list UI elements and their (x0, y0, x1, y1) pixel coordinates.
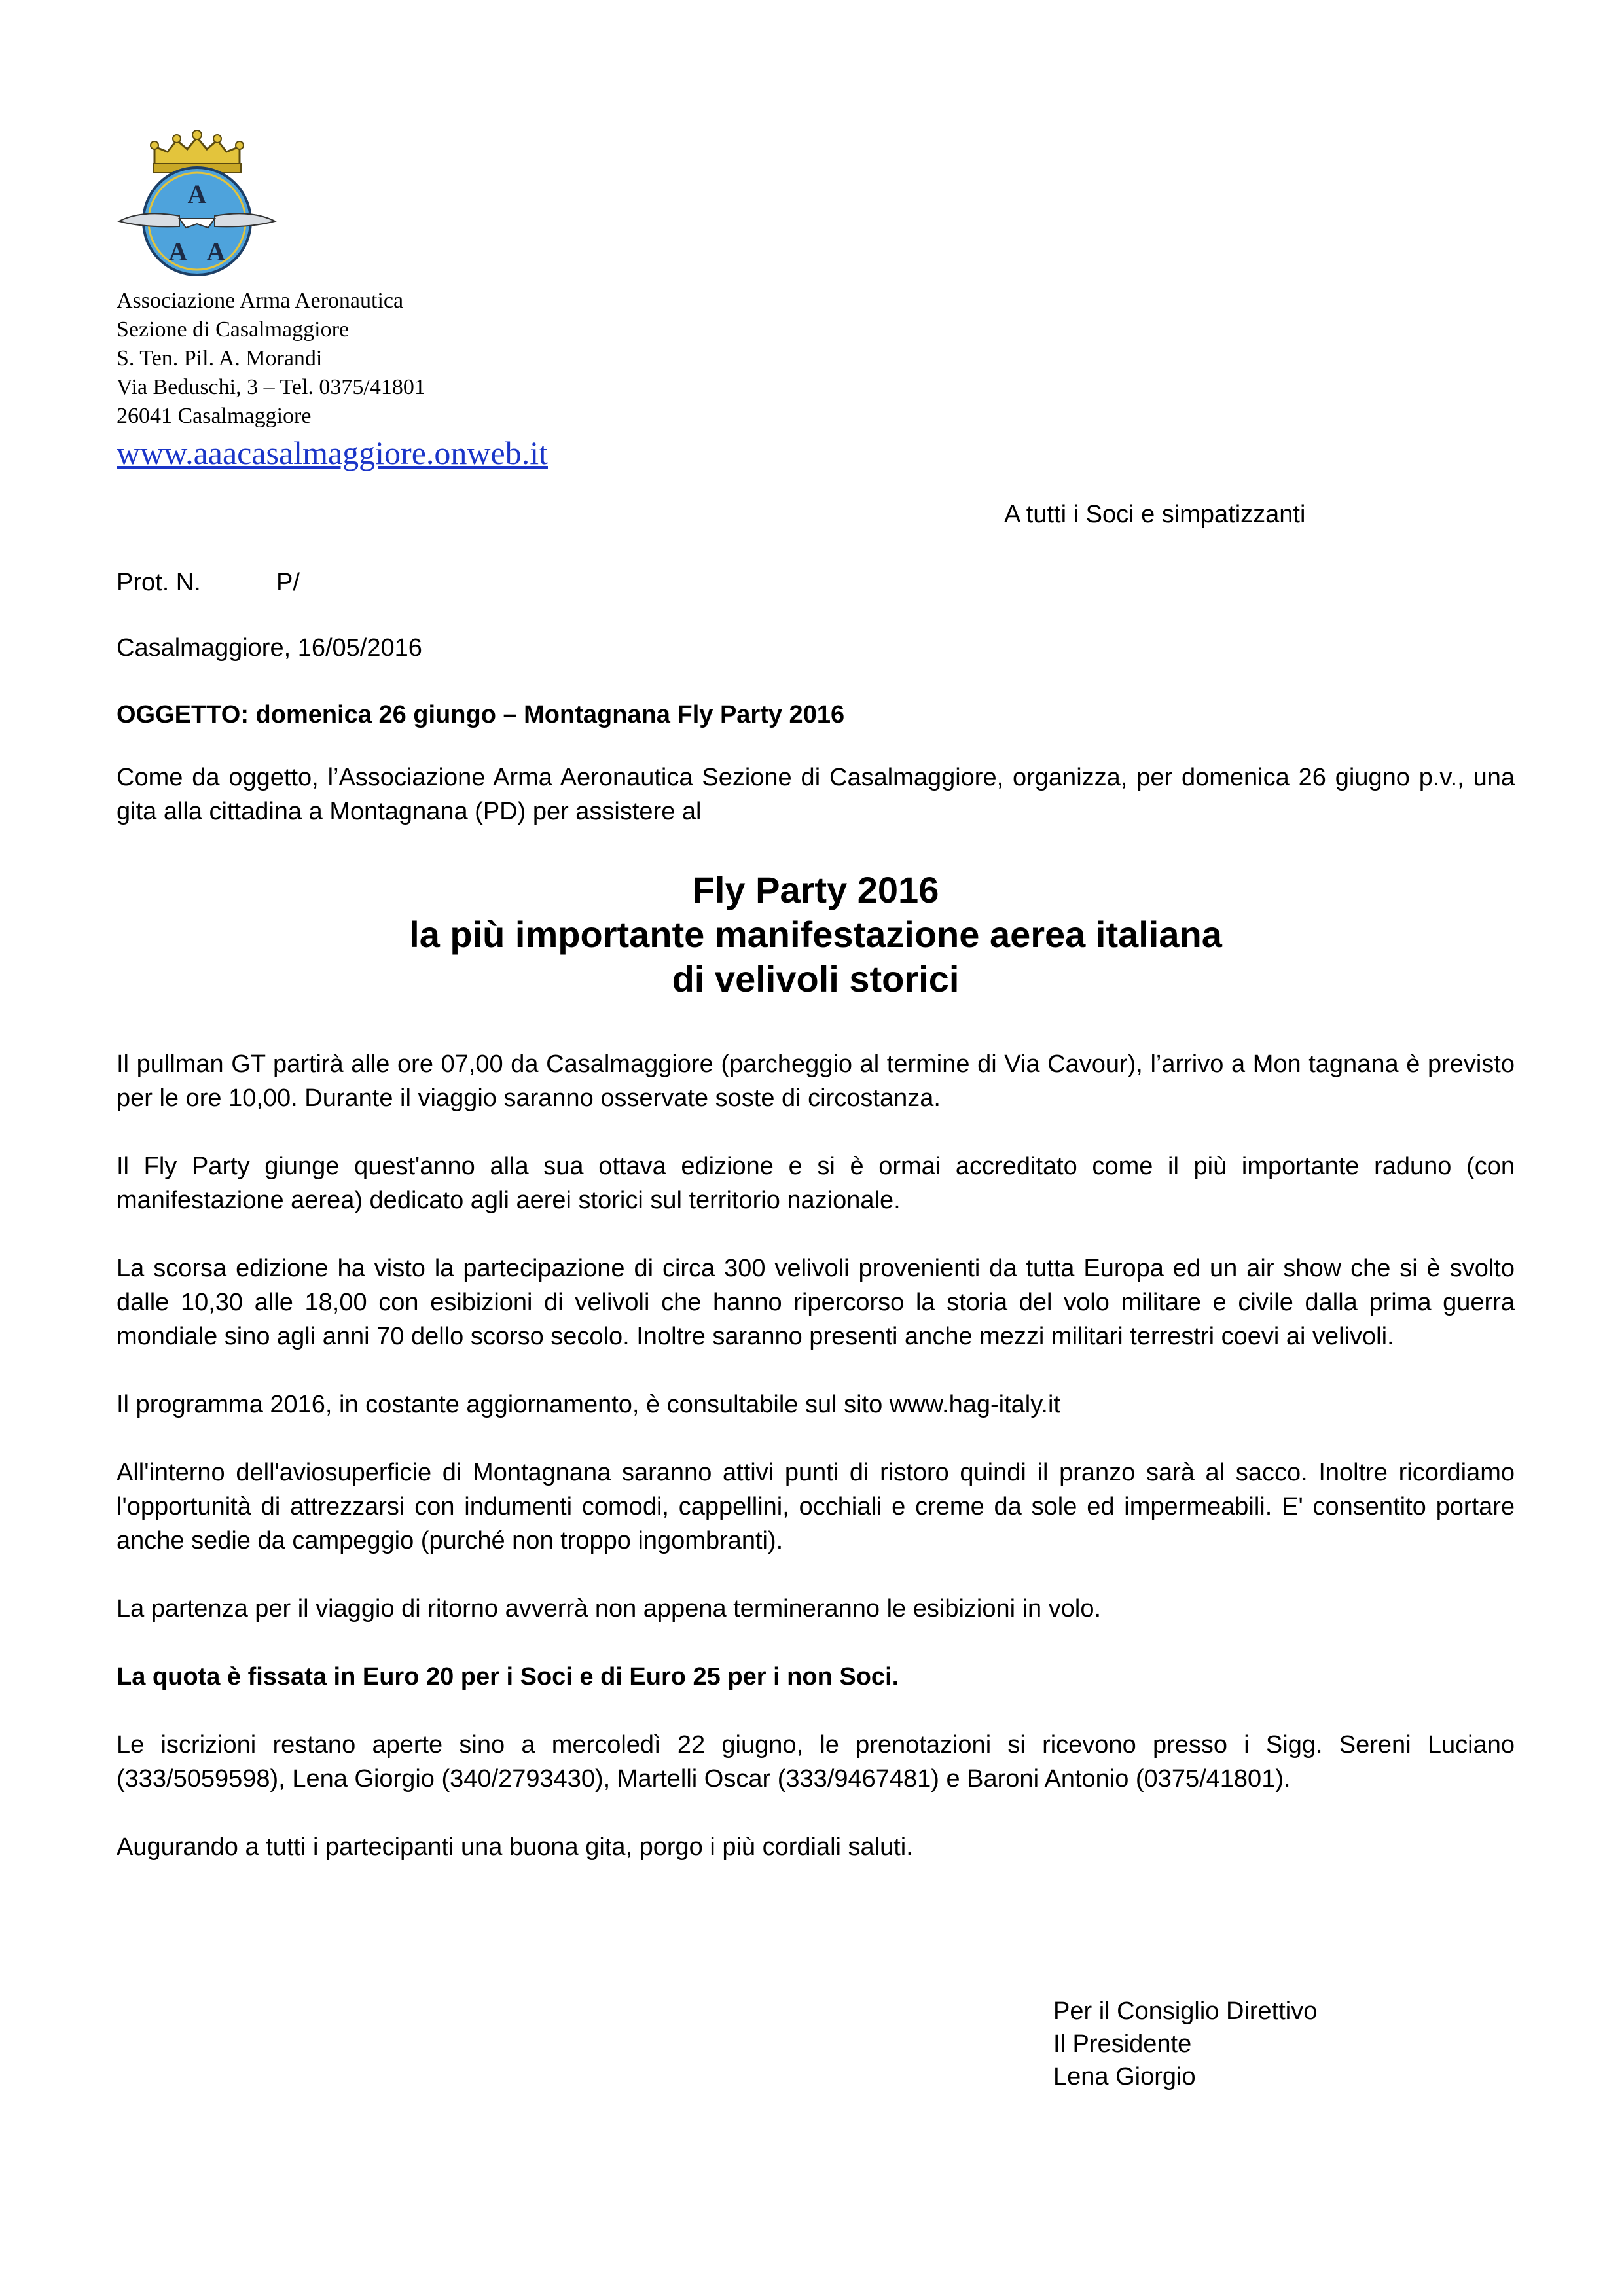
logo-letter-top: A (187, 179, 207, 209)
paragraph-refreshments: All'interno dell'aviosuperficie di Montagnana saranno attivi punti di ristoro quindi il pranzo sarà al sacco. Inoltre ricordiamo l'opportunità di attrezzarsi con indumenti comodi, cappellini, occhiali e creme da sole ed impermeabili. E' consentito portare anche sedie da campeggio (purché non troppo ingombranti). (117, 1459, 1515, 1554)
event-title (117, 868, 1515, 1001)
letter-body (117, 761, 1515, 1898)
letterhead-line-address: Via Beduschi, 3 – Tel. 0375/41801 (117, 375, 425, 399)
paragraph-registration: Le iscrizioni restano aperte sino a mercoledì 22 giugno, le prenotazioni si ricevono presso i Sigg. Sereni Luciano (333/5059598), Lena Giorgio (340/2793430), Martelli Oscar (333/9467481) e Baroni Antonio (0375/41801). (117, 1731, 1515, 1793)
event-title-line-2: la più importante manifestazione aerea italiana (409, 914, 1222, 955)
paragraph-return: La partenza per il viaggio di ritorno avverrà non appena termineranno le esibizioni in volo. (117, 1595, 1102, 1623)
letterhead-line-section: Sezione di Casalmaggiore (117, 317, 350, 342)
signature-block (1053, 1995, 1317, 2093)
letterhead (117, 287, 548, 474)
logo-letter-left: A (168, 237, 188, 266)
paragraph-greetings: Augurando a tutti i partecipanti una buona gita, porgo i più cordiali saluti. (117, 1833, 913, 1861)
paragraph-departure: Il pullman GT partirà alle ore 07,00 da Casalmaggiore (parcheggio al termine di Via Cavour), l’arrivo a Mon tagnana è previsto per le ore 10,00. Durante il viaggio saranno osservate soste di circostanza. (117, 1050, 1515, 1112)
signature-line-role: Il Presidente (1053, 2030, 1192, 2058)
event-title-line-3: di velivoli storici (672, 958, 960, 999)
letterhead-line-city: 26041 Casalmaggiore (117, 404, 312, 428)
subject-line: OGGETTO: domenica 26 giungo – Montagnana Fly Party 2016 (117, 701, 845, 728)
website-link[interactable]: www.aaacasalmaggiore.onweb.it (117, 435, 548, 471)
logo-letter-right: A (206, 237, 226, 266)
paragraph-fee: La quota è fissata in Euro 20 per i Soci e di Euro 25 per i non Soci. (117, 1663, 899, 1691)
signature-line-council: Per il Consiglio Direttivo (1053, 1998, 1318, 2025)
signature-line-name: Lena Giorgio (1053, 2063, 1196, 2090)
intro-paragraph: Come da oggetto, l’Associazione Arma Aeronautica Sezione di Casalmaggiore, organizza, per domenica 26 giugno p.v., una gita alla cittadina a Montagnana (PD) per assistere al (117, 764, 1515, 825)
letterhead-line-organization: Associazione Arma Aeronautica (117, 289, 404, 313)
association-logo-icon (117, 123, 278, 284)
paragraph-program: Il programma 2016, in costante aggiornamento, è consultabile sul sito www.hag-italy.it (117, 1391, 1060, 1418)
letterhead-line-dedication: S. Ten. Pil. A. Morandi (117, 346, 323, 370)
event-title-line-1: Fly Party 2016 (692, 869, 939, 910)
protocol-label: Prot. N. (117, 569, 201, 596)
place-date: Casalmaggiore, 16/05/2016 (117, 634, 422, 662)
protocol-value: P/ (276, 569, 300, 596)
paragraph-edition: Il Fly Party giunge quest'anno alla sua ottava edizione e si è ormai accreditato come il più importante raduno (con manifestazione aerea) dedicato agli aerei storici sul territorio nazionale. (117, 1153, 1515, 1214)
recipient-line: A tutti i Soci e simpatizzanti (1004, 501, 1306, 528)
paragraph-last-edition: La scorsa edizione ha visto la partecipazione di circa 300 velivoli provenienti da tutta Europa ed un air show che si è svolto dalle 10,30 alle 18,00 con esibizioni di velivoli che hanno ripercorso la storia del volo militare e civile dalla prima guerra mondiale sino agli anni 70 dello scorso secolo. Inoltre saranno presenti anche mezzi militari terrestri coevi ai velivoli. (117, 1255, 1515, 1350)
